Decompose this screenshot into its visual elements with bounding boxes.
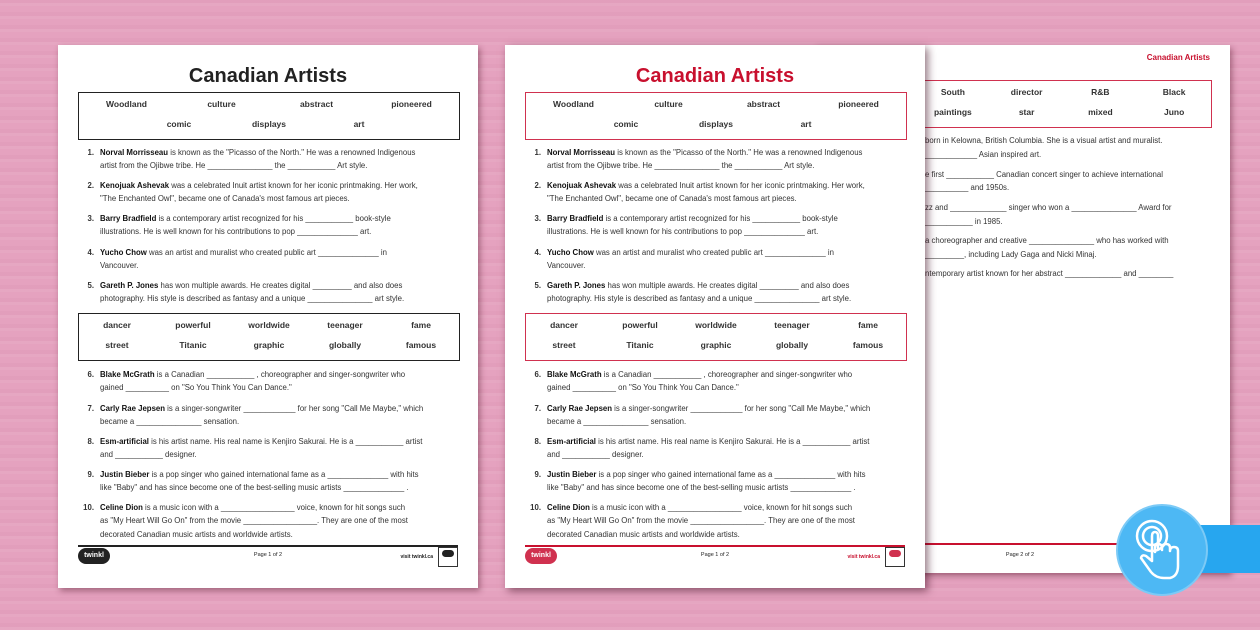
word-bank-word: fame bbox=[858, 320, 878, 330]
word-bank-word: art bbox=[800, 119, 812, 129]
question-line bbox=[100, 415, 465, 428]
artist-name: Barry Bradfield bbox=[547, 214, 604, 223]
question-text: Vancouver. bbox=[100, 261, 139, 271]
word-bank-word: street bbox=[105, 340, 129, 350]
page-header: Canadian Artists bbox=[1146, 53, 1210, 62]
question-item bbox=[527, 146, 912, 173]
word-bank-word: displays bbox=[698, 119, 734, 129]
word-bank-row bbox=[526, 320, 906, 330]
question-item bbox=[527, 501, 912, 541]
question-line: _________, including Lady Gaga and Nicki Minaj. bbox=[925, 250, 1097, 259]
word-bank-row bbox=[526, 340, 906, 350]
question-number: 3. bbox=[534, 214, 541, 223]
question-number: 6. bbox=[534, 370, 541, 379]
question-text: and ___________ designer. bbox=[100, 450, 197, 460]
question-item bbox=[80, 435, 465, 462]
question-line bbox=[100, 212, 465, 225]
question-text: became a _______________ sensation. bbox=[547, 417, 687, 427]
word-bank bbox=[525, 92, 907, 140]
question-line bbox=[547, 292, 912, 305]
question-line bbox=[100, 368, 465, 381]
question-text: is a Canadian ___________ , choreographer and singer-songwriter who bbox=[154, 370, 406, 379]
question-item bbox=[527, 246, 912, 273]
word-bank-row bbox=[79, 119, 459, 129]
question-text: decorated Canadian music artists and worldwide artists. bbox=[100, 529, 293, 539]
question-text: is a contemporary artist recognized for his ___________ book-style bbox=[603, 214, 838, 223]
question-text: and ___________ designer. bbox=[547, 450, 644, 460]
word-bank-word: worldwide bbox=[248, 320, 290, 330]
word-bank-word: teenager bbox=[774, 320, 810, 330]
question-number: 9. bbox=[534, 470, 541, 479]
question-text: Vancouver. bbox=[547, 261, 586, 271]
question-line bbox=[547, 179, 912, 192]
word-bank-word: dancer bbox=[103, 320, 131, 330]
word-bank-word: South bbox=[940, 87, 965, 97]
artist-name: Kenojuak Ashevak bbox=[100, 181, 170, 190]
artist-name: Gareth P. Jones bbox=[100, 281, 159, 290]
question-line: a choreographer and creative _______________ who has worked with bbox=[925, 236, 1169, 245]
question-line: zz and _____________ singer who won a _______________ Award for bbox=[925, 203, 1172, 212]
word-bank-word: abstract bbox=[746, 99, 781, 109]
word-bank-word: art bbox=[353, 119, 365, 129]
question-item bbox=[80, 468, 465, 495]
word-bank-word: pioneered bbox=[391, 99, 432, 109]
question-line: __________ and 1950s. bbox=[925, 183, 1010, 192]
question-number: 5. bbox=[87, 281, 94, 290]
question-line bbox=[547, 528, 912, 541]
question-number: 1. bbox=[534, 148, 541, 157]
twinkl-logo: twinkl bbox=[78, 548, 110, 564]
word-bank-word: famous bbox=[852, 340, 884, 350]
word-bank-word: teenager bbox=[327, 320, 363, 330]
question-item bbox=[80, 501, 465, 541]
question-line bbox=[547, 448, 912, 461]
question-line bbox=[547, 481, 912, 494]
question-number: 7. bbox=[534, 404, 541, 413]
artist-name: Yucho Chow bbox=[547, 248, 594, 257]
artist-name: Celine Dion bbox=[547, 503, 590, 512]
artist-name: Esm-artificial bbox=[100, 437, 149, 446]
question-line bbox=[100, 292, 465, 305]
question-text: as "My Heart Will Go On" from the movie _________________. They are one of the most bbox=[100, 516, 408, 526]
question-line bbox=[547, 514, 912, 527]
word-bank-word: comic bbox=[613, 119, 639, 129]
question-line bbox=[547, 381, 912, 394]
word-bank-row bbox=[916, 87, 1211, 97]
artist-name: Justin Bieber bbox=[100, 470, 150, 479]
question-line bbox=[547, 279, 912, 292]
word-bank-word: paintings bbox=[933, 107, 972, 117]
question-text: has won multiple awards. He creates digital _________ and also does bbox=[158, 281, 403, 290]
word-bank-row bbox=[526, 99, 906, 109]
word-bank-word: Woodland bbox=[553, 99, 594, 109]
question-number: 10. bbox=[83, 503, 94, 512]
question-line bbox=[547, 146, 912, 159]
page-title: Canadian Artists bbox=[635, 65, 795, 87]
question-number: 4. bbox=[87, 248, 94, 257]
question-line bbox=[547, 159, 912, 172]
question-line bbox=[547, 259, 912, 272]
question-text: became a _______________ sensation. bbox=[100, 417, 240, 427]
word-bank-word: graphic bbox=[700, 340, 732, 350]
word-bank-word: mixed bbox=[1088, 107, 1113, 117]
question-line bbox=[547, 368, 912, 381]
artist-name: Justin Bieber bbox=[547, 470, 597, 479]
word-bank-word: graphic bbox=[253, 340, 285, 350]
question-line bbox=[100, 514, 465, 527]
question-line bbox=[100, 225, 465, 238]
question-text: is a pop singer who gained international fame as a ______________ with hits bbox=[149, 470, 419, 479]
artist-name: Gareth P. Jones bbox=[547, 281, 606, 290]
question-item bbox=[527, 212, 912, 239]
artist-name: Norval Morrisseau bbox=[100, 148, 169, 157]
question-text: gained __________ on "So You Think You Can Dance." bbox=[547, 383, 739, 393]
question-text: is a singer-songwriter ____________ for her song "Call Me Maybe," which bbox=[165, 404, 424, 413]
word-bank-word: culture bbox=[654, 99, 683, 109]
question-text: as "My Heart Will Go On" from the movie _________________. They are one of the most bbox=[547, 516, 855, 526]
question-item bbox=[527, 279, 912, 306]
question-number: 10. bbox=[530, 503, 541, 512]
artist-name: Norval Morrisseau bbox=[547, 148, 616, 157]
artist-name: Blake McGrath bbox=[100, 370, 155, 379]
question-item bbox=[80, 402, 465, 429]
question-text: artist from the Ojibwe tribe. He _______________ the ___________ Art style. bbox=[547, 161, 815, 171]
word-bank-word: abstract bbox=[299, 99, 334, 109]
question-line bbox=[100, 435, 465, 448]
word-bank-word: famous bbox=[405, 340, 437, 350]
question-number: 8. bbox=[534, 437, 541, 446]
question-line bbox=[547, 501, 912, 514]
question-line bbox=[100, 448, 465, 461]
word-bank-word: pioneered bbox=[838, 99, 879, 109]
quality-badge-icon bbox=[885, 547, 905, 567]
question-item bbox=[527, 468, 912, 495]
footer-divider bbox=[525, 545, 905, 547]
question-line bbox=[547, 225, 912, 238]
question-text: is a music icon with a _________________ voice, known for hit songs such bbox=[142, 503, 406, 512]
question-line bbox=[100, 279, 465, 292]
worksheet-page-1-color bbox=[505, 45, 925, 588]
question-text: has won multiple awards. He creates digital _________ and also does bbox=[605, 281, 850, 290]
word-bank-word: powerful bbox=[175, 320, 211, 330]
quality-badge-icon bbox=[438, 547, 458, 567]
question-line: e first ___________ Canadian concert singer to achieve international bbox=[925, 170, 1163, 179]
word-bank bbox=[525, 313, 907, 361]
question-line bbox=[100, 468, 465, 481]
question-line bbox=[547, 192, 912, 205]
question-text: like "Baby" and has since become one of the best-selling music artists ______________ . bbox=[100, 483, 409, 493]
question-line bbox=[100, 528, 465, 541]
question-number: 9. bbox=[87, 470, 94, 479]
question-text: was an artist and muralist who created public art ______________ in bbox=[593, 248, 834, 257]
page-number: Page 1 of 2 bbox=[700, 552, 730, 558]
question-text: is a singer-songwriter ____________ for her song "Call Me Maybe," which bbox=[612, 404, 871, 413]
question-number: 4. bbox=[534, 248, 541, 257]
word-bank-word: Titanic bbox=[179, 340, 207, 350]
word-bank-word: globally bbox=[328, 340, 362, 350]
question-text: gained __________ on "So You Think You Can Dance." bbox=[100, 383, 292, 393]
question-text: decorated Canadian music artists and worldwide artists. bbox=[547, 529, 740, 539]
word-bank-row bbox=[79, 340, 459, 350]
question-line bbox=[100, 501, 465, 514]
question-item bbox=[80, 212, 465, 239]
artist-name: Carly Rae Jepsen bbox=[547, 404, 613, 413]
question-line: ntemporary artist known for her abstract _____________ and ________ bbox=[925, 269, 1174, 278]
question-line bbox=[547, 246, 912, 259]
question-item bbox=[80, 246, 465, 273]
question-item bbox=[527, 368, 912, 395]
question-line bbox=[100, 159, 465, 172]
artist-name: Blake McGrath bbox=[547, 370, 602, 379]
word-bank-word: worldwide bbox=[695, 320, 737, 330]
question-item bbox=[80, 279, 465, 306]
word-bank-word: displays bbox=[251, 119, 287, 129]
question-number: 7. bbox=[87, 404, 94, 413]
question-line bbox=[547, 415, 912, 428]
question-line bbox=[100, 259, 465, 272]
question-text: was an artist and muralist who created public art ______________ in bbox=[146, 248, 387, 257]
question-number: 6. bbox=[87, 370, 94, 379]
artist-name: Esm-artificial bbox=[547, 437, 596, 446]
word-bank-word: globally bbox=[775, 340, 809, 350]
question-text: is his artist name. His real name is Kenjiro Sakurai. He is a ___________ artist bbox=[595, 437, 870, 446]
word-bank-word: fame bbox=[411, 320, 431, 330]
worksheet-page-1-black-white bbox=[58, 45, 478, 588]
question-text: "The Enchanted Owl", became one of Canada's most famous art pieces. bbox=[100, 194, 350, 204]
question-number: 8. bbox=[87, 437, 94, 446]
word-bank-word: Juno bbox=[1163, 107, 1185, 117]
question-line bbox=[100, 402, 465, 415]
question-line: ____________ Asian inspired art. bbox=[925, 150, 1042, 159]
question-item bbox=[527, 402, 912, 429]
word-bank-row bbox=[79, 99, 459, 109]
word-bank-word: star bbox=[1018, 107, 1035, 117]
word-bank-word: director bbox=[1010, 87, 1043, 97]
question-line bbox=[100, 179, 465, 192]
word-bank-word: street bbox=[552, 340, 576, 350]
interactive-button[interactable] bbox=[1116, 504, 1208, 596]
question-line bbox=[547, 468, 912, 481]
question-number: 5. bbox=[534, 281, 541, 290]
word-bank-word: R&B bbox=[1091, 87, 1110, 97]
word-bank-row bbox=[526, 119, 906, 129]
question-line bbox=[547, 435, 912, 448]
word-bank bbox=[78, 92, 460, 140]
word-bank bbox=[78, 313, 460, 361]
artist-name: Celine Dion bbox=[100, 503, 143, 512]
artist-name: Carly Rae Jepsen bbox=[100, 404, 166, 413]
word-bank-word: Titanic bbox=[626, 340, 654, 350]
question-line bbox=[100, 381, 465, 394]
footer-divider bbox=[78, 545, 458, 547]
question-text: is known as the "Picasso of the North." He was a renowned Indigenous bbox=[168, 148, 416, 157]
artist-name: Kenojuak Ashevak bbox=[547, 181, 617, 190]
question-text: is a pop singer who gained international fame as a ______________ with hits bbox=[596, 470, 866, 479]
question-item bbox=[527, 435, 912, 462]
question-text: illustrations. He is well known for his contributions to pop ______________ art. bbox=[100, 227, 372, 237]
question-text: illustrations. He is well known for his contributions to pop ______________ art. bbox=[547, 227, 819, 237]
question-line bbox=[100, 146, 465, 159]
word-bank-word: culture bbox=[207, 99, 236, 109]
question-number: 3. bbox=[87, 214, 94, 223]
word-bank-row bbox=[79, 320, 459, 330]
question-item bbox=[80, 368, 465, 395]
word-bank-word: powerful bbox=[622, 320, 658, 330]
page-number: Page 1 of 2 bbox=[253, 552, 283, 558]
page-title: Canadian Artists bbox=[188, 65, 348, 87]
tap-hand-icon bbox=[1118, 506, 1206, 594]
question-text: was a celebrated Inuit artist known for her iconic printmaking. Her work, bbox=[616, 181, 865, 190]
question-number: 2. bbox=[534, 181, 541, 190]
word-bank-word: Black bbox=[1162, 87, 1186, 97]
question-line bbox=[100, 246, 465, 259]
website-link: visit twinkl.ca bbox=[400, 554, 433, 560]
question-text: is his artist name. His real name is Kenjiro Sakurai. He is a ___________ artist bbox=[148, 437, 423, 446]
question-line bbox=[547, 212, 912, 225]
question-number: 2. bbox=[87, 181, 94, 190]
question-text: was a celebrated Inuit artist known for her iconic printmaking. Her work, bbox=[169, 181, 418, 190]
twinkl-logo: twinkl bbox=[525, 548, 557, 564]
question-text: like "Baby" and has since become one of the best-selling music artists ______________ . bbox=[547, 483, 856, 493]
question-text: photography. His style is described as fantasy and a unique _______________ art style. bbox=[100, 294, 405, 304]
word-bank-word: Woodland bbox=[106, 99, 147, 109]
question-item bbox=[527, 179, 912, 206]
question-text: "The Enchanted Owl", became one of Canada's most famous art pieces. bbox=[547, 194, 797, 204]
word-bank-row bbox=[916, 107, 1211, 117]
question-line bbox=[100, 481, 465, 494]
question-item bbox=[80, 179, 465, 206]
question-item bbox=[80, 146, 465, 173]
artist-name: Yucho Chow bbox=[100, 248, 147, 257]
question-text: is known as the "Picasso of the North." He was a renowned Indigenous bbox=[615, 148, 863, 157]
word-bank-word: comic bbox=[166, 119, 192, 129]
artist-name: Barry Bradfield bbox=[100, 214, 157, 223]
question-line: ___________ in 1985. bbox=[925, 217, 1003, 226]
question-line: born in Kelowna, British Columbia. She is a visual artist and muralist. bbox=[925, 136, 1163, 145]
question-text: is a contemporary artist recognized for his ___________ book-style bbox=[156, 214, 391, 223]
question-text: is a music icon with a _________________ voice, known for hit songs such bbox=[589, 503, 853, 512]
website-link: visit twinkl.ca bbox=[847, 554, 880, 560]
question-line bbox=[547, 402, 912, 415]
word-bank-word: dancer bbox=[550, 320, 578, 330]
question-number: 1. bbox=[87, 148, 94, 157]
question-text: artist from the Ojibwe tribe. He _______________ the ___________ Art style. bbox=[100, 161, 368, 171]
question-text: photography. His style is described as fantasy and a unique _______________ art style. bbox=[547, 294, 852, 304]
page-number: Page 2 of 2 bbox=[1005, 552, 1035, 558]
question-line bbox=[100, 192, 465, 205]
question-text: is a Canadian ___________ , choreographer and singer-songwriter who bbox=[601, 370, 853, 379]
